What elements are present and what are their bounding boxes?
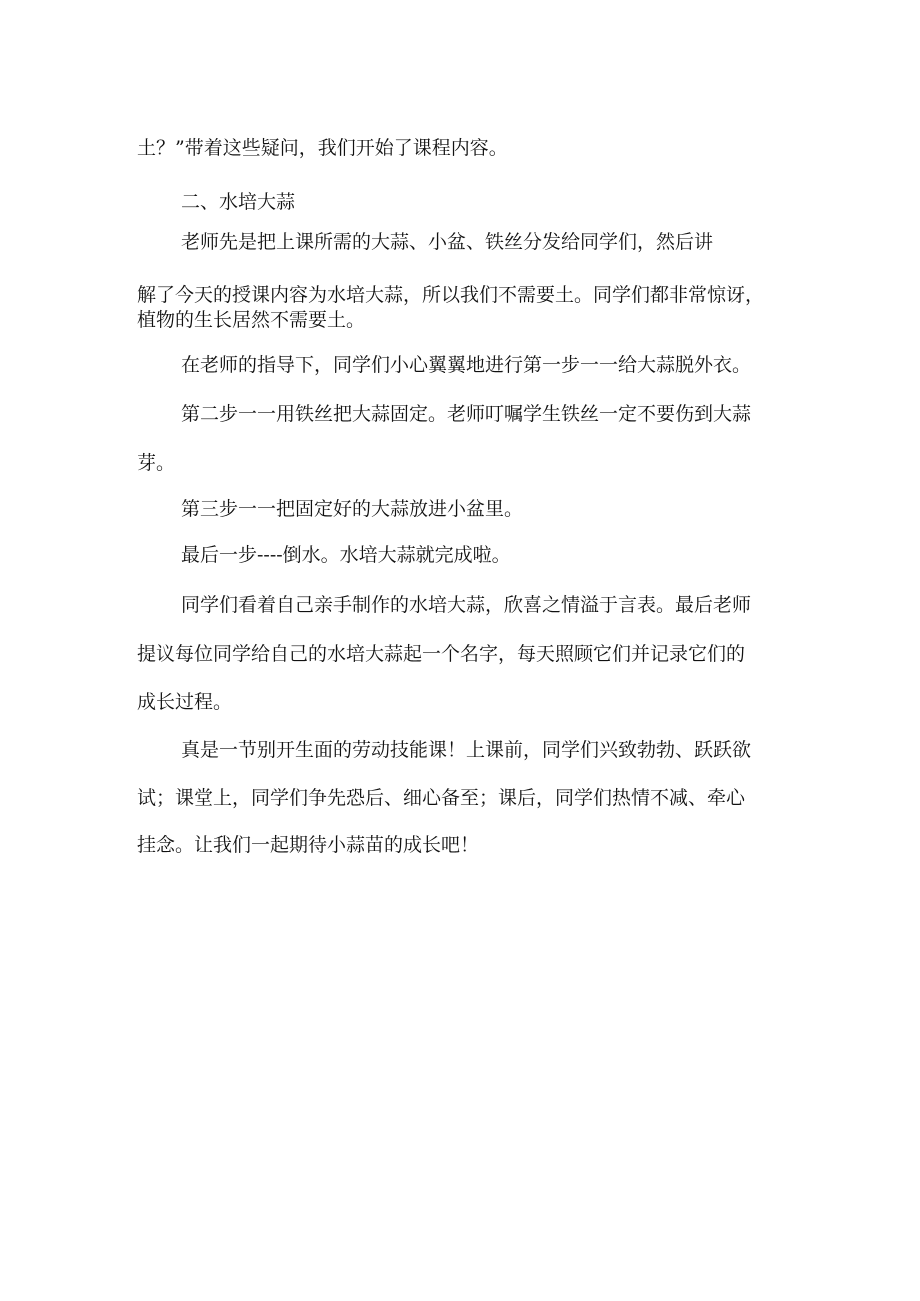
- text-line-13: 成长过程。: [137, 691, 233, 713]
- text-line-14: 真是一节别开生面的劳动技能课！上课前，同学们兴致勃勃、跃跃欲: [181, 739, 752, 761]
- text-line-11: 同学们看着自己亲手制作的水培大蒜，欣喜之情溢于言表。最后老师: [181, 594, 752, 616]
- text-line-3: 老师先是把上课所需的大蒜、小盆、铁丝分发给同学们，然后讲: [181, 231, 714, 253]
- text-line-9: 第三步一一把固定好的大蒜放进小盆里。: [181, 498, 524, 520]
- text-line-10: 最后一步----倒水。水培大蒜就完成啦。: [181, 544, 511, 566]
- text-line-8: 芽。: [137, 452, 176, 474]
- text-line-15: 试；课堂上，同学们争先恐后、细心备至；课后，同学们热情不减、牵心: [137, 787, 746, 809]
- section-heading: 二、水培大蒜: [181, 191, 296, 213]
- text-line-6: 在老师的指导下，同学们小心翼翼地进行第一步一一给大蒜脱外衣。: [181, 354, 752, 376]
- text-line-4: 解了今天的授课内容为水培大蒜，所以我们不需要土。同学们都非常惊讶，: [137, 284, 765, 306]
- text-line-5: 植物的生长居然不需要土。: [137, 309, 366, 331]
- text-line-12: 提议每位同学给自己的水培大蒜起一个名字，每天照顾它们并记录它们的: [137, 643, 746, 665]
- text-line-16: 挂念。让我们一起期待小蒜苗的成长吧！: [137, 834, 480, 856]
- text-line-1: 土？”带着这些疑问，我们开始了课程内容。: [137, 137, 508, 159]
- text-line-7: 第二步一一用铁丝把大蒜固定。老师叮嘱学生铁丝一定不要伤到大蒜: [181, 403, 752, 425]
